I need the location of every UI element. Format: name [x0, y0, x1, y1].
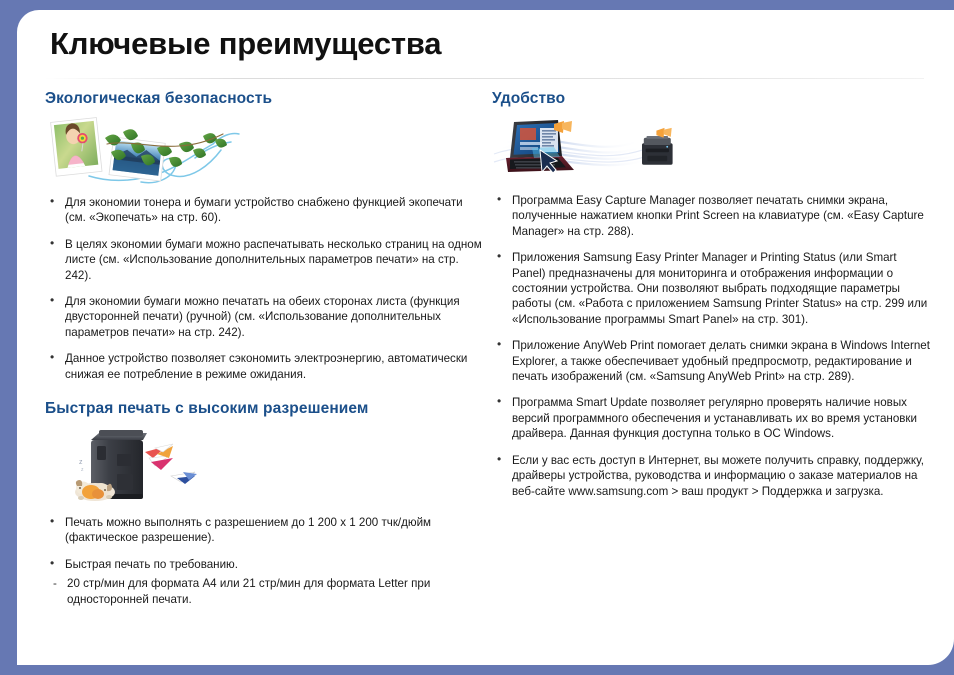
list-item: • В целях экономии бумаги можно распечатывать несколько страниц на одном листе (см. «Использование дополнительных параметров печати» на стр. 242).	[45, 237, 485, 283]
list-item: • Если у вас есть доступ в Интернет, вы можете получить справку, поддержку, драйверы устройства, руководства и информацию о заказе материалов на веб-сайте www.samsung.com > ваш продукт > Поддержка и загрузка.	[492, 453, 932, 499]
svg-text:z: z	[81, 467, 84, 474]
section-heading-fast-print: Быстрая печать с высоким разрешением	[45, 400, 369, 418]
list-item: • Печать можно выполнять с разрешением до 1 200 x 1 200 тчк/дюйм (фактическое разрешение).	[45, 515, 485, 546]
convenience-bullet-list	[492, 193, 932, 499]
right-column	[492, 90, 932, 510]
fast-print-bullet-list	[45, 515, 485, 572]
page-title: Ключевые преимущества	[50, 26, 442, 61]
list-item: • Быстрая печать по требованию.	[45, 557, 485, 572]
eco-illustration	[45, 114, 485, 191]
svg-text:z: z	[79, 459, 83, 467]
list-item: • Данное устройство позволяет сэкономить электроэнергию, автоматически снижая ее потребление в режиме ожидания.	[45, 351, 485, 382]
eco-bullet-list	[45, 195, 485, 382]
list-item: • Приложения Samsung Easy Printer Manager и Printing Status (или Smart Panel) предназначены для мониторинга и отображения информации о состоянии устройства. Они позволяют выбрать подходящие параметры работы (см. «Работа с приложением Samsung Printer Status» на стр. 299 или «Использование программы Smart Panel» на стр. 301).	[492, 250, 932, 327]
list-item: • Для экономии тонера и бумаги устройство снабжено функцией экопечати (см. «Экопечать» на стр. 60).	[45, 195, 485, 226]
list-item: • Для экономии бумаги можно печатать на обеих сторонах листа (функция двусторонней печати) (ручной) (см. «Использование дополнительных параметров печати» на стр. 242).	[45, 294, 485, 340]
left-column	[45, 90, 485, 607]
list-item: - 20 стр/мин для формата A4 или 21 стр/мин для формата Letter при односторонней печати.	[49, 576, 485, 607]
title-divider	[44, 78, 924, 79]
section-heading-convenience: Удобство	[492, 90, 566, 107]
convenience-illustration	[492, 114, 932, 189]
list-item: • Приложение AnyWeb Print помогает делать снимки экрана в Windows Internet Explorer, а также обеспечивает удобный предпросмотр, редактирование и печать изображений (см. «Samsung AnyWeb Print» на стр. 289).	[492, 338, 932, 384]
section-heading-eco: Экологическая безопасность	[45, 90, 273, 107]
printer-illustration	[45, 424, 485, 511]
list-item: • Программа Easy Capture Manager позволяет печатать снимки экрана, полученные нажатием кнопки Print Screen на клавиатуре (см. «Easy Capture Manager» на стр. 288).	[492, 193, 932, 239]
page-sheet	[17, 10, 954, 665]
fast-print-sub-bullet-list	[49, 576, 485, 607]
list-item: • Программа Smart Update позволяет регулярно проверять наличие новых версий программного обеспечения и устанавливать их во время установки драйвера. Данная функция доступна только в ОС Windows.	[492, 395, 932, 441]
